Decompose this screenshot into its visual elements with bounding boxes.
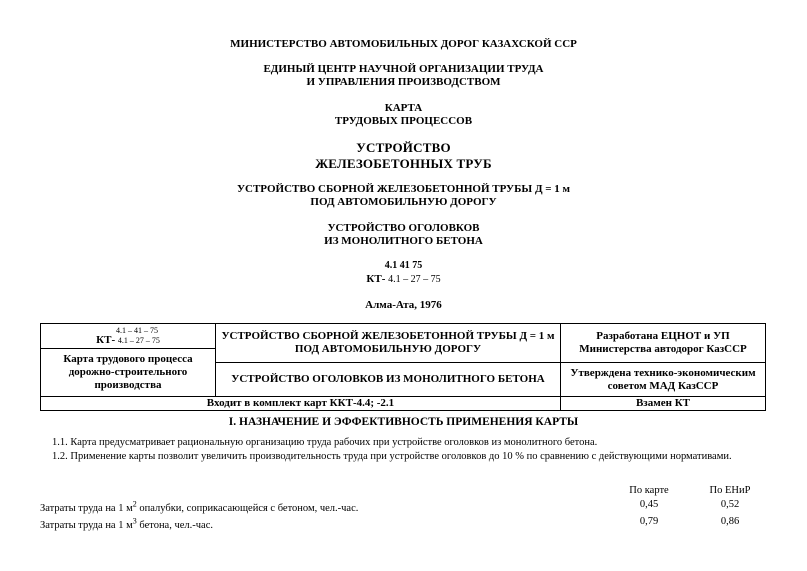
table-replaces: Взамен КТ (561, 397, 766, 411)
document-code-bottom: 4.1 – 27 – 75 (388, 274, 441, 285)
value-enir: 0,52 (720, 499, 740, 510)
document-code-prefix: КТ- (366, 273, 389, 285)
table-title-sub: УСТРОЙСТВО ОГОЛОВКОВ ИЗ МОНОЛИТНОГО БЕТОНА (216, 363, 561, 397)
table-code-top: 4.1 – 41 – 75 (116, 326, 158, 335)
center-line-1: ЕДИНЫЙ ЦЕНТР НАУЧНОЙ ОРГАНИЗАЦИИ ТРУДА (263, 63, 544, 75)
section-title: I. НАЗНАЧЕНИЕ И ЭФФЕКТИВНОСТЬ ПРИМЕНЕНИЯ КАРТЫ (228, 416, 579, 428)
column-header-enir: По ЕНиР (709, 485, 751, 496)
table-card-label: Карта трудового процесса дорожно-строительного производства (41, 349, 216, 397)
ministry-title: МИНИСТЕРСТВО АВТОМОБИЛЬНЫХ ДОРОГ КАЗАХСКОЙ ССР (230, 38, 577, 50)
row-label-post: бетона, чел.-час. (136, 519, 213, 531)
comparison-row-label (40, 516, 213, 531)
paragraph-1-2: 1.2. Применение карты позволит увеличить производительность труда при устройстве оголовков до 10 % по сравнению с действующими нормативами. (52, 451, 732, 462)
table-title-main: УСТРОЙСТВО СБОРНОЙ ЖЕЛЕЗОБЕТОННОЙ ТРУБЫ Д = 1 м ПОД АВТОМОБИЛЬНУЮ ДОРОГУ (216, 324, 561, 363)
card-line-1: КАРТА (384, 102, 423, 114)
center-line-2: И УПРАВЛЕНИЯ ПРОИЗВОДСТВОМ (306, 76, 501, 88)
subtitle-2-line-1: УСТРОЙСТВО ОГОЛОВКОВ (327, 222, 480, 234)
value-card: 0,45 (639, 499, 659, 510)
row-label-sup: 2 (132, 499, 137, 508)
subtitle-1-line-1: УСТРОЙСТВО СБОРНОЙ ЖЕЛЕЗОБЕТОННОЙ ТРУБЫ Д = 1 м (236, 183, 571, 195)
document-code (0, 273, 807, 285)
table-code-cell (41, 324, 216, 349)
value-enir: 0,86 (720, 516, 740, 527)
column-header-card: По карте (629, 485, 669, 496)
table-code-bottom: 4.1 – 27 – 75 (117, 336, 160, 345)
card-line-2: ТРУДОВЫХ ПРОЦЕССОВ (334, 115, 473, 127)
subtitle-1-line-2: ПОД АВТОМОБИЛЬНУЮ ДОРОГУ (310, 196, 497, 208)
main-title-line-1: УСТРОЙСТВО (356, 140, 451, 155)
paragraph-1-1: 1.1. Карта предусматривает рациональную организацию труда рабочих при устройстве оголовков из монолитного бетона. (52, 437, 598, 448)
main-title-line-2: ЖЕЛЕЗОБЕТОННЫХ ТРУБ (315, 156, 492, 171)
table-code-prefix: КТ- (96, 334, 118, 346)
table-kit: Входит в комплект карт ККТ-4.4; -2.1 (41, 397, 561, 411)
comparison-row-label (40, 499, 359, 514)
document-code-top: 4.1 41 75 (384, 260, 423, 271)
comparison-row (40, 516, 765, 531)
row-label-post: опалубки, соприкасающейся с бетоном, чел.-час. (136, 502, 359, 514)
value-card: 0,79 (639, 516, 659, 527)
row-label-pre: Затраты труда на 1 м (40, 502, 133, 514)
table-developed: Разработана ЕЦНОТ и УП Министерства автодорог КазССР (561, 324, 766, 363)
row-label-sup: 3 (132, 516, 137, 525)
row-label-pre: Затраты труда на 1 м (40, 519, 133, 531)
comparison-row (40, 499, 765, 514)
city-year: Алма-Ата, 1976 (365, 299, 442, 311)
table-approved: Утверждена технико-экономическим советом МАД КазССР (561, 363, 766, 397)
header-table (40, 323, 766, 411)
subtitle-2-line-2: ИЗ МОНОЛИТНОГО БЕТОНА (324, 235, 483, 247)
